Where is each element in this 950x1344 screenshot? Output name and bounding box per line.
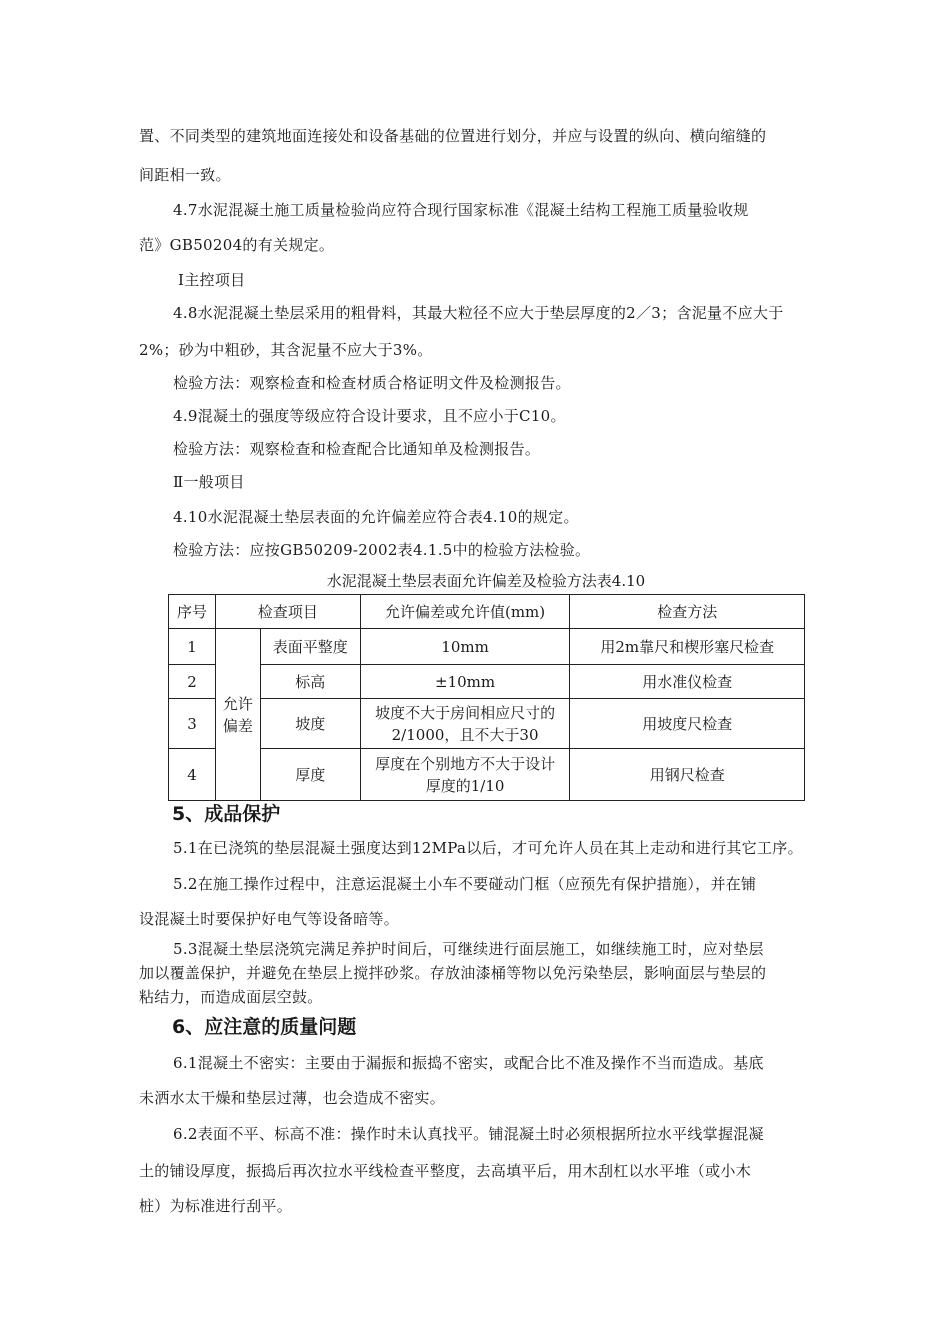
header-item: 检查项目: [215, 595, 360, 629]
cell-no: 2: [169, 665, 216, 699]
paragraph-line: 桩）为标准进行刮平。: [139, 1197, 293, 1215]
paragraph-line: 设混凝土时要保护好电气等设备暗等。: [139, 910, 400, 928]
cell-value: [360, 699, 570, 749]
cell-no: 1: [169, 629, 216, 665]
clause-4-8: 4.8水泥混凝土垫层采用的粗骨料，其最大粒径不应大于垫层厚度的2／3；含泥量不应大于: [173, 304, 784, 322]
inspection-method: 检验方法：观察检查和检查配合比通知单及检测报告。: [173, 440, 541, 458]
table-row: [169, 665, 805, 699]
paragraph-line: 置、不同类型的建筑地面连接处和设备基础的位置进行划分，并应与设置的纵向、横向缩缝的: [139, 127, 767, 145]
clause-6-1: 6.1混凝土不密实：主要由于漏振和振捣不密实，或配合比不准及操作不当而造成。基底: [173, 1054, 764, 1072]
cell-group-label: [215, 629, 260, 801]
clause-4-7: 4.7水泥混凝土施工质量检验尚应符合现行国家标准《混凝土结构工程施工质量验收规: [173, 201, 749, 219]
cell-item: 坡度: [260, 699, 360, 749]
clause-5-2: 5.2在施工操作过程中，注意运混凝土小车不要碰动门框（应预先有保护措施），并在铺: [173, 875, 757, 893]
deviation-table: [168, 594, 805, 801]
group-label-line: 允许: [222, 694, 253, 713]
paragraph-line: 范》GB50204的有关规定。: [139, 236, 335, 254]
inspection-method: 检验方法：观察检查和检查材质合格证明文件及检测报告。: [173, 374, 571, 392]
cell-no: 4: [169, 749, 216, 801]
section-5-heading: 5、成品保护: [172, 803, 281, 825]
cell-value-line: 2/1000，且不大于30: [391, 725, 539, 744]
table-row: [169, 699, 805, 749]
paragraph-line: 未洒水太干燥和垫层过薄，也会造成不密实。: [139, 1089, 446, 1107]
cell-value-line: 厚度在个别地方不大于设计: [375, 754, 556, 773]
clause-4-10: 4.10水泥混凝土垫层表面的允许偏差应符合表4.10的规定。: [173, 508, 579, 526]
header-method: 检查方法: [570, 595, 805, 629]
clause-5-1: 5.1在已浇筑的垫层混凝土强度达到12MPa以后，才可允许人员在其上走动和进行其它工序。: [173, 839, 803, 857]
paragraph-line: 间距相一致。: [139, 166, 231, 184]
table-caption: 水泥混凝土垫层表面允许偏差及检验方法表4.10: [326, 572, 646, 590]
cell-value-line: 坡度不大于房间相应尺寸的: [375, 703, 556, 722]
header-no: 序号: [169, 595, 216, 629]
header-value: 允许偏差或允许值(mm): [360, 595, 570, 629]
clause-5-3: 5.3混凝土垫层浇筑完满足养护时间后，可继续进行面层施工，如继续施工时，应对垫层: [173, 940, 764, 958]
table-row: [169, 629, 805, 665]
table-header-row: [169, 595, 805, 629]
table-row: [169, 749, 805, 801]
paragraph-line: 土的铺设厚度，振捣后再次拉水平线检查平整度，去高填平后，用木刮杠以水平堆（或小木: [139, 1162, 752, 1180]
group-label-line: 偏差: [222, 716, 253, 735]
paragraph-line: 粘结力，而造成面层空鼓。: [139, 988, 323, 1006]
section-heading-general-items: Ⅱ一般项目: [173, 473, 245, 491]
clause-6-2: 6.2表面不平、标高不准：操作时未认真找平。铺混凝土时必须根据所拉水平线掌握混凝: [173, 1125, 764, 1143]
section-6-heading: 6、应注意的质量问题: [172, 1016, 357, 1038]
cell-method: 用钢尺检查: [570, 749, 805, 801]
paragraph-line: 加以覆盖保护，并避免在垫层上搅拌砂浆。存放油漆桶等物以免污染垫层，影响面层与垫层的: [139, 964, 767, 982]
cell-item: 标高: [260, 665, 360, 699]
paragraph-line: 2%；砂为中粗砂，其含泥量不应大于3%。: [139, 341, 433, 359]
section-heading-main-items: Ⅰ主控项目: [178, 271, 246, 289]
clause-4-9: 4.9混凝土的强度等级应符合设计要求，且不应小于C10。: [173, 407, 566, 425]
cell-no: 3: [169, 699, 216, 749]
cell-method: 用2m靠尺和楔形塞尺检查: [570, 629, 805, 665]
cell-method: 用坡度尺检查: [570, 699, 805, 749]
cell-value: ±10mm: [360, 665, 570, 699]
cell-value-line: 厚度的1/10: [425, 776, 505, 795]
cell-value: [360, 749, 570, 801]
cell-value: 10mm: [360, 629, 570, 665]
cell-method: 用水准仪检查: [570, 665, 805, 699]
cell-item: 厚度: [260, 749, 360, 801]
cell-item: 表面平整度: [260, 629, 360, 665]
inspection-method: 检验方法：应按GB50209-2002表4.1.5中的检验方法检验。: [173, 541, 591, 559]
